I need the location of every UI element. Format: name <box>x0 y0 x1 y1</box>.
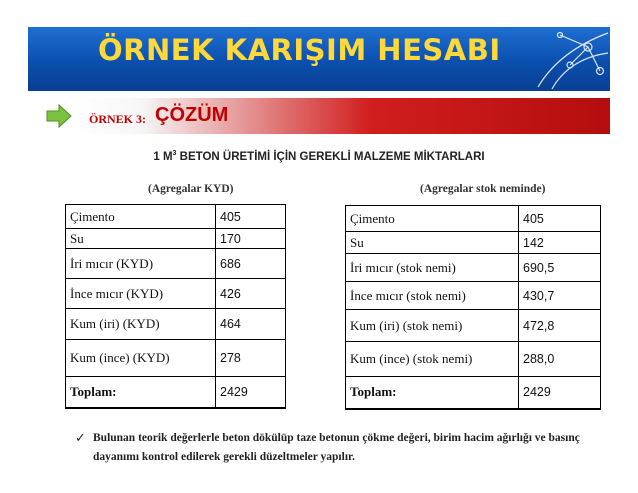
material-amount-cell: 142 <box>519 232 601 254</box>
material-name-cell: Kum (iri) (stok nemi) <box>346 310 519 342</box>
material-amount-cell: 2429 <box>519 377 601 409</box>
material-amount-cell: 2429 <box>216 377 286 408</box>
network-decoration-icon <box>530 27 610 91</box>
table-row <box>66 309 286 340</box>
right-table-caption: (Agregalar stok neminde) <box>420 183 546 195</box>
material-amount-cell: 426 <box>216 279 286 309</box>
material-amount-cell: 278 <box>216 340 286 377</box>
table-row <box>66 249 286 279</box>
material-amount-cell: 430,7 <box>519 282 601 310</box>
material-name-cell: İnce mıcır (stok nemi) <box>346 282 519 310</box>
material-name-cell: Kum (ince) (KYD) <box>66 340 216 377</box>
left-table-caption: (Agregalar KYD) <box>148 183 234 195</box>
material-name-cell: Su <box>346 232 519 254</box>
left-materials-table <box>65 204 286 409</box>
table-row <box>66 340 286 377</box>
material-name-cell: İri mıcır (stok nemi) <box>346 254 519 282</box>
section-heading: 1 $M^3$ BETON ÜRETİMİ İÇİN GEREKLİ MALZEME MİKTARLARI <box>153 150 485 163</box>
table-row <box>346 310 601 342</box>
material-amount-cell: 405 <box>519 206 601 232</box>
table-row <box>66 377 286 408</box>
check-icon: ✓ <box>75 431 86 446</box>
table-row <box>346 282 601 310</box>
material-amount-cell: 690,5 <box>519 254 601 282</box>
note-text: Bulunan teorik değerlerle beton dökülüp taze betonun çökme değeri, birim hacim ağırlığı ve basınç dayanımı kontrol edilerek gerekli düzeltmeler yapılır. <box>93 432 580 463</box>
table-row <box>346 232 601 254</box>
subtitle-prefix: ÖRNEK 3: <box>89 112 146 126</box>
note-bullet <box>75 429 583 467</box>
material-name-cell: İri mıcır (KYD) <box>66 249 216 279</box>
material-name-cell: Çimento <box>66 205 216 229</box>
table-row <box>66 229 286 249</box>
material-name-cell: Kum (ince) (stok nemi) <box>346 342 519 377</box>
table-row <box>66 279 286 309</box>
material-name-cell: İnce mıcır (KYD) <box>66 279 216 309</box>
table-row <box>346 342 601 377</box>
material-amount-cell: 288,0 <box>519 342 601 377</box>
table-row <box>66 205 286 229</box>
title-banner <box>28 27 610 91</box>
material-name-cell: Çimento <box>346 206 519 232</box>
slide-title: ÖRNEK KARIŞIM HESABI <box>98 33 501 67</box>
arrow-right-icon <box>45 102 73 130</box>
material-amount-cell: 464 <box>216 309 286 340</box>
subtitle-main: ÇÖZÜM <box>155 104 229 126</box>
material-name-cell: Toplam: <box>66 377 216 408</box>
material-name-cell: Kum (iri) (KYD) <box>66 309 216 340</box>
right-materials-table <box>345 205 601 410</box>
material-amount-cell: 686 <box>216 249 286 279</box>
table-row <box>346 206 601 232</box>
material-amount-cell: 472,8 <box>519 310 601 342</box>
table-row <box>346 377 601 409</box>
material-name-cell: Su <box>66 229 216 249</box>
material-amount-cell: 405 <box>216 205 286 229</box>
material-amount-cell: 170 <box>216 229 286 249</box>
table-row <box>346 254 601 282</box>
material-name-cell: Toplam: <box>346 377 519 409</box>
